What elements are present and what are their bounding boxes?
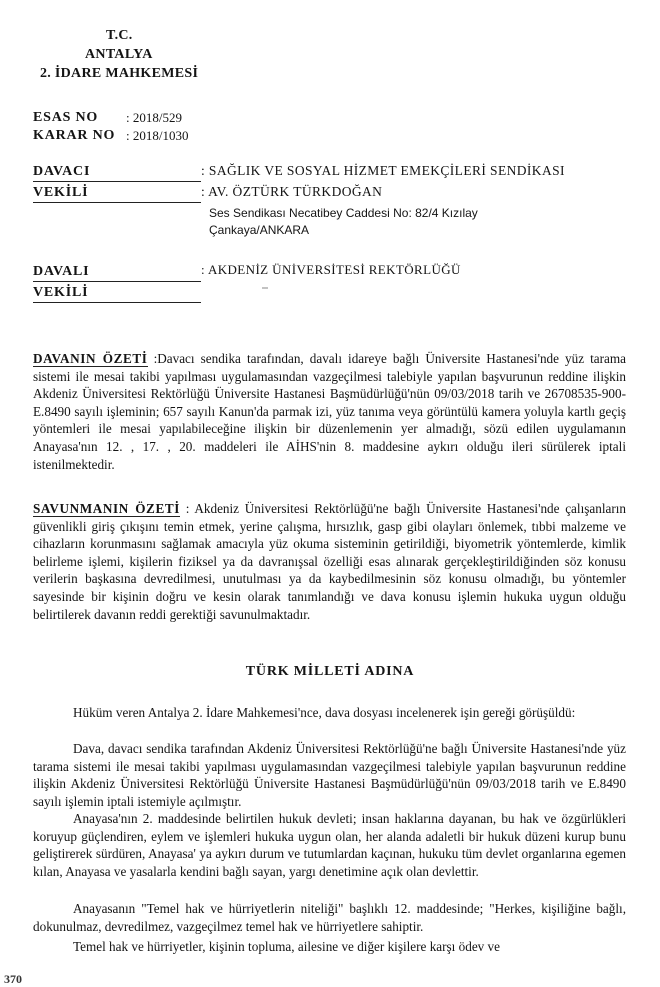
davaci-label: DAVACI: [33, 164, 91, 179]
header-city: ANTALYA: [85, 47, 153, 62]
page-edge-mark: 370: [4, 972, 22, 986]
scan-speck: [262, 287, 268, 289]
vekili-value: : AV. ÖZTÜRK TÜRKDOĞAN: [201, 184, 383, 199]
davali-value: : AKDENİZ ÜNİVERSİTESİ REKTÖRLÜĞÜ: [201, 262, 461, 277]
davali-vekili-underline: [33, 302, 201, 303]
davanin-ozeti-heading: DAVANIN ÖZETİ: [33, 351, 148, 366]
paragraph-4: Anayasanın "Temel hak ve hürriyetlerin niteliği" başlıklı 12. maddesinde; "Herkes, kişiliğine bağlı, dokunulmaz, devredilmez, vazgeçilmez temel hak ve hürriyetlere sahiptir.: [33, 901, 626, 934]
davaci-value: : SAĞLIK VE SOSYAL HİZMET EMEKÇİLERİ SENDİKASI: [201, 163, 565, 178]
esas-value: : 2018/529: [126, 110, 182, 125]
karar-label: KARAR NO: [33, 128, 116, 143]
address-line-2: Çankaya/ANKARA: [209, 223, 310, 237]
davanin-ozeti-text: :Davacı sendika tarafından, davalı idareye bağlı Üniversite Hastanesi'nde yüz tarama sistemi ile mesai takibi yapılması uygulamasından vazgeçilmesi talebiyle yapılan başvurunun reddine ilişkin Akdeniz Üniversitesi Rektörlüğü Üniversite Hastanesi Başmüdürlüğü'nün 09/03/2018 tarih ve 26708535-900- E.8490 sayılı işleminin; 657 sayılı Kanun'da parmak izi, yüz tanıma veya görüntülü kamera yoluyla kartlı geçiş yöntemleri ile mesai yapılabileceğine ilişkin bir düzenlemenin yer almadığı, sözü edilen uygulamanın Anayasa'nın 12. , 17. , 20. maddeleri ile AİHS'nin 8. maddesine aykırı olduğu ileri sürülerek iptali istenilmektedir.: [33, 351, 627, 472]
savunmanin-ozeti-section: [33, 500, 626, 623]
paragraph-3: Anayasa'nın 2. maddesinde belirtilen hukuk devleti; insan haklarına dayanan, bu hak ve özgürlükleri koruyup güçlendiren, eylem ve işlemleri hukuka uygun olan, her alanda adaletli bir hukuk düzeni kurup bunu geliştirerek sürdüren, Anayasa' ya aykırı durum ve tutumlardan kaçınan, hukuku tüm devlet organlarına egemen kılan, Anayasa ve yasalarla kendini bağlı sayan, yargı denetimine açık olan devlettir.: [33, 811, 626, 879]
paragraph-2: Dava, davacı sendika tarafından Akdeniz Üniversitesi Rektörlüğü'ne bağlı Üniversite Hastanesi'nde yüz tarama sistemi ile mesai takibi yapılması uygulamasından vazgeçilmesi talebiyle yapılan başvurunun reddine ilişkin Akdeniz Üniversitesi Rektörlüğü Üniversite Hastanesi Başmüdürlüğü'nün 09/03/2018 tarih ve E.8490 sayılı işlemin iptali istemiyle açılmıştır.: [33, 741, 626, 809]
header-tc: T.C.: [106, 28, 133, 43]
davanin-ozeti-section: [33, 350, 626, 473]
paragraph-1: Hüküm veren Antalya 2. İdare Mahkemesi'nce, dava dosyası incelenerek işin gereği görüşüldü:: [73, 705, 576, 720]
esas-label: ESAS NO: [33, 110, 99, 125]
karar-value: : 2018/1030: [126, 128, 189, 143]
paragraph-5: Temel hak ve hürriyetler, kişinin topluma, ailesine ve diğer kişilere karşı ödev ve: [73, 939, 501, 954]
vekili-underline: [33, 202, 201, 203]
davali-underline: [33, 281, 201, 282]
vekili-label: VEKİLİ: [33, 185, 89, 200]
savunmanin-ozeti-heading: SAVUNMANIN ÖZETİ: [33, 501, 180, 516]
davali-vekili-label: VEKİLİ: [33, 285, 89, 300]
header-court: 2. İDARE MAHKEMESİ: [40, 66, 199, 81]
address-line-1: Ses Sendikası Necatibey Caddesi No: 82/4 Kızılay: [209, 206, 478, 220]
davaci-underline: [33, 181, 201, 182]
davali-label: DAVALI: [33, 264, 90, 279]
savunmanin-ozeti-text: : Akdeniz Üniversitesi Rektörlüğü'ne bağlı Üniversite Hastanesi'nde çalışanların güvenlikli giriş çıkışını temin etmek, yerine çalışma, hırsızlık, gasp gibi olayları önlemek, tıbbi malzeme ve cihazların korunmasını sağlamak amacıyla yüz okuma sisteminin getirildiği, biyometrik yöntemlerde, kimlik belirleme işlemi, kişilerin fiziksel ya da davranışsal özelliği esas alınarak gerçekleştirildiğinden söz konusu verilerin başkasına devredilmesi, unutulması ya da kaybedilmesinin söz konusu olmadığı, bu yöntemler sayesinde bir kişinin doğru ve kesin olarak tanımlandığı ve dava konusu işlemin hukuka uygun olduğu belirtilerek davanın reddi gerektiği savunulmaktadır.: [33, 501, 626, 622]
judgment-title: TÜRK MİLLETİ ADINA: [245, 664, 415, 679]
